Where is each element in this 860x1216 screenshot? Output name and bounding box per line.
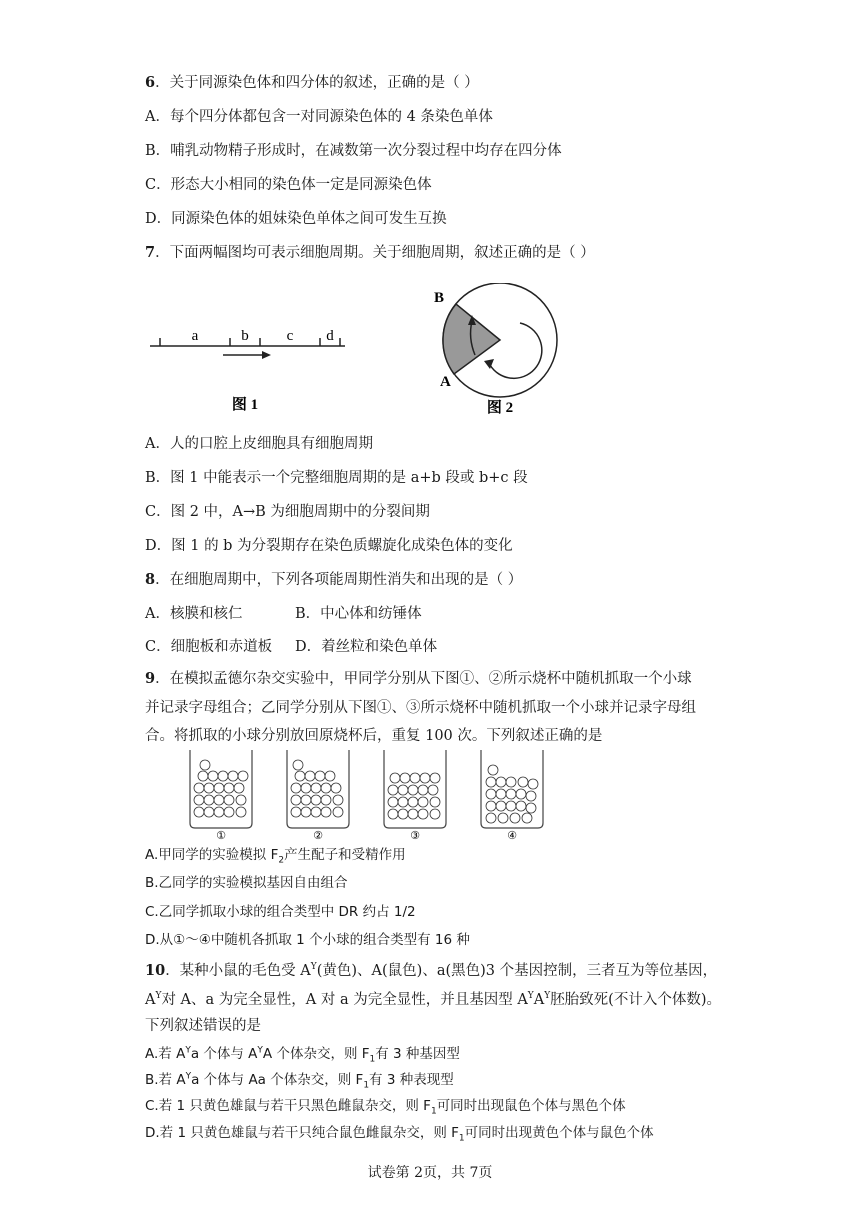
- fig1-caption: 图 1: [231, 397, 259, 413]
- q8-option-b: B．中心体和纺锤体: [295, 606, 422, 622]
- q9-option-b: B.乙同学的实验模拟基因自由组合: [145, 875, 348, 891]
- q9-option-a: A.甲同学的实验模拟 $F_2$产生配子和受精作用: [145, 847, 406, 866]
- beaker-3: [384, 750, 446, 828]
- beaker-2: [287, 750, 349, 828]
- q9-option-d: D.从①～④中随机各抓取 1 个小球的组合类型有 16 种: [145, 932, 470, 948]
- q8-option-c: C．细胞板和赤道板: [145, 639, 273, 655]
- q6-option-b: B．哺乳动物精子形成时，在减数第一次分裂过程中均存在四分体: [145, 143, 562, 159]
- fig1-label-b: b: [241, 328, 249, 344]
- q7-option-b: B．图 1 中能表示一个完整细胞周期的是 a+b 段或 b+c 段: [145, 470, 528, 486]
- fig1-label-a: a: [191, 328, 199, 344]
- beaker-label-1: ①: [216, 829, 226, 840]
- cell-cycle-circle-figure: [420, 283, 580, 418]
- q9-option-c: C.乙同学抓取小球的组合类型中 DR 约占 1/2: [145, 904, 416, 920]
- q9-stem-line1: 9．在模拟孟德尔杂交实验中，甲同学分别从下图①、②所示烧杯中随机抓取一个小球: [145, 670, 692, 687]
- q7-option-d: D．图 1 的 b 为分裂期存在染色质螺旋化成染色体的变化: [145, 538, 513, 554]
- q6-option-a: A．每个四分体都包含一对同源染色体的 4 条染色单体: [145, 109, 493, 125]
- beaker-label-3: ③: [410, 829, 420, 840]
- q10-option-d: D.若 1 只黄色雄鼠与若干只纯合鼠色雌鼠杂交，则 $F_1$可同时出现黄色个体与鼠色个体: [145, 1125, 654, 1144]
- q8-option-a: A．核膜和核仁: [145, 606, 243, 622]
- q9-stem-line2: 并记录字母组合；乙同学分别从下图①、③所示烧杯中随机抓取一个小球并记录字母组: [145, 700, 696, 716]
- q7-option-a: A．人的口腔上皮细胞具有细胞周期: [145, 436, 373, 452]
- q6-stem: 6．关于同源染色体和四分体的叙述，正确的是（ ）: [145, 74, 479, 91]
- beaker-4: [481, 750, 543, 828]
- q6-option-d: D．同源染色体的姐妹染色单体之间可发生互换: [145, 211, 447, 227]
- beaker-1: [190, 750, 252, 828]
- q7-stem: 7．下面两幅图均可表示细胞周期。关于细胞周期，叙述正确的是（ ）: [145, 244, 595, 261]
- page-footer: 试卷第 2页，共 7页: [367, 1165, 493, 1181]
- q7-option-c: C．图 2 中，A→B 为细胞周期中的分裂间期: [145, 504, 430, 520]
- q10-stem-line1: 10．某种小鼠的毛色受 $A^Y$(黄色)、A(鼠色)、a(黑色)3 个基因控制，三者互为等位基因，: [145, 962, 718, 979]
- q10-option-c: C.若 1 只黄色雄鼠与若干只黑色雌鼠杂交，则 $F_1$可同时出现鼠色个体与黑色个体: [145, 1098, 626, 1117]
- fig2-label-a: A: [440, 374, 451, 390]
- fig2-label-b: B: [434, 290, 445, 306]
- q9-stem-line3: 合。将抓取的小球分别放回原烧杯后，重复 100 次。下列叙述正确的是: [145, 728, 603, 744]
- q10-stem-line2: $A^Y$对 A、a 为完全显性，A 对 a 为完全显性，并且基因型 $A^YA^Y$胚胎致死(不计入个体数)。: [145, 991, 722, 1008]
- arrow-right-icon: [262, 351, 271, 359]
- q8-option-d: D．着丝粒和染色单体: [295, 639, 438, 655]
- q10-option-a: A.若 $A^Ya$ 个体与 $A^YA$ 个体杂交，则 $F_1$有 3 种基因型: [145, 1045, 460, 1065]
- q6-option-c: C．形态大小相同的染色体一定是同源染色体: [145, 177, 432, 193]
- q10-stem-line3: 下列叙述错误的是: [145, 1018, 261, 1034]
- q8-stem: 8．在细胞周期中，下列各项能周期性消失和出现的是（ ）: [145, 571, 523, 588]
- beaker-label-2: ②: [313, 829, 323, 840]
- cell-cycle-line-figure: [145, 318, 355, 418]
- fig1-label-c: c: [286, 328, 294, 344]
- q10-option-b: B.若 $A^Ya$ 个体与 Aa 个体杂交，则 $F_1$有 3 种表现型: [145, 1071, 454, 1091]
- fig2-caption: 图 2: [486, 400, 514, 416]
- beaker-label-4: ④: [507, 829, 517, 840]
- fig1-label-d: d: [326, 328, 334, 344]
- beakers-figure: [185, 748, 545, 840]
